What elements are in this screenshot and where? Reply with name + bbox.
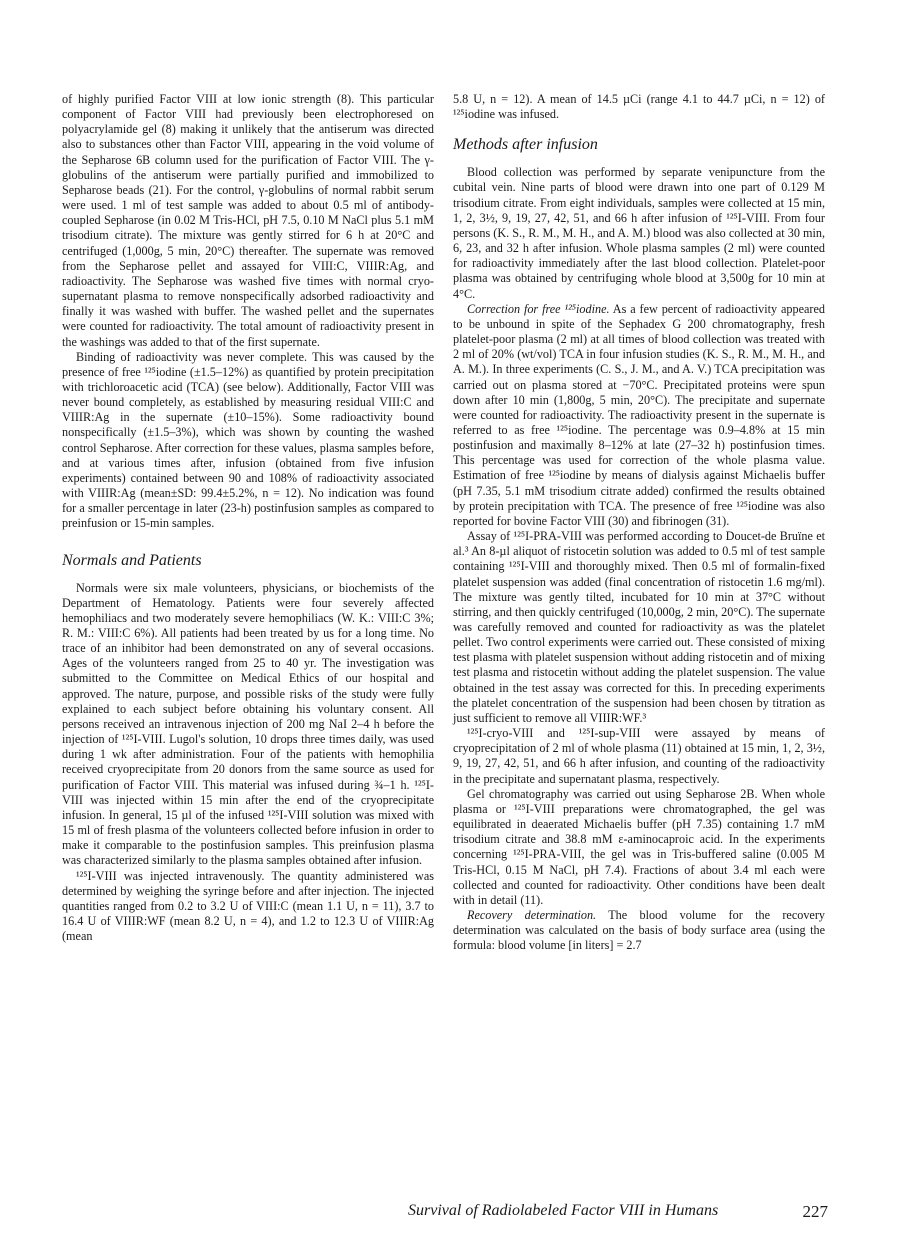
paragraph-free-iodine-body: As a few percent of radioactivity appeared to be unbound in spite of the Sephadex G 200 chromatography, fresh platelet-poor plasma (2 ml) at all times of blood collection was treated with 2 ml of 20% (wt/vol) TCA in four infusion studies (K. S., R. M., M. H., and A. M.). In three experiments (C. S., J. M., and A. V.) TCA precipitation was carried out on plasma stored at −70°C. Precipitated proteins were spun down after 10 min (1,800g, 5 min, 20°C). The precipitate and supernate were counted for radioactivity. The radioactivity present in the supernate is referred to as free ¹²⁵iodine. The percentage was 0.9–4.8% at 15 min postinfusion and maximally 8–12% at late (27–32 h) postinfusion times. This percentage was used for correction of the whole plasma value. Estimation of free ¹²⁵iodine by means of dialysis against Michaelis buffer (pH 7.35, 5.1 mM trisodium citrate added) confirmed the results obtained by protein precipitation with TCA. The presence of free ¹²⁵iodine was also reported for bovine Factor VIII (30) and fibrinogen (31). (453, 301, 825, 528)
heading-methods-after-infusion: Methods after infusion (453, 136, 598, 154)
page-footer (408, 1202, 828, 1220)
paragraph-continued: 5.8 U, n = 12). A mean of 14.5 µCi (range 4.1 to 44.7 µCi, n = 12) of ¹²⁵iodine was infused. (453, 92, 825, 122)
runin-correction-free-iodine: Correction for free ¹²⁵iodine. (467, 301, 610, 316)
right-column (453, 92, 825, 953)
running-title: Survival of Radiolabeled Factor VIII in Humans (408, 1202, 719, 1219)
runin-recovery-determination: Recovery determination. (467, 907, 597, 922)
paragraph-blood-collection: Blood collection was performed by separate venipuncture from the cubital vein. Nine parts of blood were drawn into one part of 0.129 M trisodium citrate. From eight individuals, samples were collected at 15 min, 1, 2, 3½, 9, 19, 27, 42, 51, and 66 h after infusion of ¹²⁵I-VIII. From four persons (K. S., R. M., M. H., and A. M.) blood was also collected at 30 min, 6, 23, and 32 h after infusion. Whole plasma samples (2 ml) were counted for radioactivity immediately after the last blood collection. Platelet-poor plasma was obtained by centrifuging whole blood at 3,500g for 10 min at 4°C. (453, 165, 825, 301)
paragraph-binding: Binding of radioactivity was never complete. This was caused by the presence of free ¹²⁵iodine (±1.5–12%) as quantified by protein precipitation with trichloroacetic acid (TCA) (see below). Additionally, Factor VIII was never bound completely, as established by measuring residual VIII:C and VIIIR:Ag in the supernate (±10–15%). Some radioactivity bound nonspecifically (±1.5–3%), which was shown by counting the washed control Sepharose. After correction for these values, plasma samples before, and at various times after, infusion (obtained from five infusion experiments) contained between 90 and 108% of radioactivity associated with VIIIR:Ag (mean±SD: 99.4±5.2%, n = 12). No indication was found for a smaller percentage in later (23-h) postinfusion samples as compared to preinfusion or 15-min samples. (62, 349, 434, 531)
paragraph-normals: Normals were six male volunteers, physicians, or biochemists of the Department of Hematology. Patients were four severely affected hemophiliacs and two moderately severe hemophiliacs (W. K.: VIII:C 3%; R. M.: VIII:C 6%). All patients had been treated by us for a long time. No trace of an inhibitor had been demonstrated on any of several occasions. Ages of the volunteers ranged from 25 to 40 yr. The investigation was submitted to the Committee on Medical Ethics of our hospital and approved. The nature, purpose, and possible risks of the study were fully explained to each subject before obtaining his voluntary consent. All persons received an intravenous injection of 200 mg NaI 2–4 h before the injection of ¹²⁵I-VIII. Lugol's solution, 10 drops three times daily, was used during 1 wk after administration. Four of the patients with hemophilia received cryoprecipitate from 20 donors from the same source as used for purification of Factor VIII. This material was infused during ¾–1 h. ¹²⁵I-VIII was injected within 15 min after the end of the cryoprecipitate infusion. In general, 15 µl of the infused ¹²⁵I-VIII solution was mixed with 15 ml of fresh plasma of the volunteers collected before infusion in order to make it comparable to the postinfusion samples. This preinfusion plasma was characterized similarly to the plasma samples obtained after infusion. (62, 580, 434, 868)
paragraph-antiserum: of highly purified Factor VIII at low ionic strength (8). This particular component of Factor VIII had previously been electrophoresed on polyacrylamide gel (8) making it unlikely that the antiserum was directed also to substances other than Factor VIII, appearing in the void volume of the Sepharose 6B column used for the purification of Factor VIII. The γ-globulins of the antiserum were partially purified and immobilized to Sepharose beads (21). For the control, γ-globulins of normal rabbit serum were used. 1 ml of test sample was added to about 0.5 ml of antibody-coupled Sepharose (in 0.02 M Tris-HCl, pH 7.5, 0.10 M NaCl plus 5.1 mM trisodium citrate). The mixture was gently stirred for 6 h at 20°C and centrifuged (1,000g, 5 min, 20°C) thereafter. The supernate was removed from the Sepharose pellet and assayed for VIII:C, VIIIR:Ag, and radioactivity. The Sepharose was washed five times with normal cryo-supernatant plasma to remove nonspecifically adsorbed radioactivity and finally it was washed with buffer. The washed pellet and the supernates were counted for radioactivity. The total amount of radioactivity present in the washings was added to that of the first supernate. (62, 92, 434, 349)
paragraph-injection: ¹²⁵I-VIII was injected intravenously. The quantity administered was determined by weighing the syringe before and after injection. The injected quantities ranged from 0.2 to 3.2 U of VIII:C (mean 1.1 U, n = 11), 3.7 to 16.4 U of VIIIR:WF (mean 8.2 U, n = 4), and 1.2 to 12.3 U of VIIIR:Ag (mean (62, 868, 434, 944)
paragraph-free-iodine (453, 302, 825, 529)
page-number: 227 (802, 1202, 828, 1221)
paragraph-gel-chromatography: Gel chromatography was carried out using Sepharose 2B. When whole plasma or ¹²⁵I-VIII preparations were chromatographed, the gel was equilibrated in deaerated Michaelis buffer (pH 7.35) containing 1.7 mM trisodium citrate and 38.8 mM ε-aminocaproic acid. In the experiments concerning ¹²⁵I-PRA-VIII, the gel was in Tris-buffered saline (0.005 M Tris-HCl, 0.15 M NaCl, pH 7.4). Fractions of about 3.4 ml each were collected and counted for radioactivity. Other conditions have been dealt with in detail (11). (453, 786, 825, 907)
paragraph-recovery-body: The blood volume for the recovery determination was calculated on the basis of body surface area (using the formula: blood volume [in liters] = 2.7 (453, 907, 825, 953)
paragraph-pra-assay: Assay of ¹²⁵I-PRA-VIII was performed according to Doucet-de Bruïne et al.³ An 8-µl aliquot of ristocetin solution was added to 0.5 ml of test sample containing ¹²⁵I-VIII and thoroughly mixed. Then 0.5 ml of formalin-fixed platelet suspension was added (final concentration of ristocetin 1.6 mg/ml). The mixture was gently tilted, incubated for 10 min at 37°C without stirring, and then quickly centrifuged (10,000g, 2 min, 20°C). The supernate was carefully removed and counted for radioactivity as was the platelet pellet. Two control experiments were carried out. These consisted of mixing test plasma with platelet suspension without adding ristocetin and of mixing test plasma and ristocetin without adding the platelet suspension. The value obtained in the test assay was corrected for this. In preceding experiments the platelet concentration of the suspension had been chosen by titration as just sufficient to remove all VIIIR:WF.³ (453, 529, 825, 725)
heading-normals-and-patients: Normals and Patients (62, 551, 202, 569)
left-column (62, 92, 434, 944)
paragraph-cryo: ¹²⁵I-cryo-VIII and ¹²⁵I-sup-VIII were assayed by means of cryoprecipitation of 2 ml of whole plasma (11) obtained at 15 min, 1, 2, 3½, 9, 19, 27, 42, 51, and 66 h after infusion, and counting of the radioactivity in the precipitate and supernatant plasma, respectively. (453, 726, 825, 786)
paragraph-recovery (453, 908, 825, 953)
